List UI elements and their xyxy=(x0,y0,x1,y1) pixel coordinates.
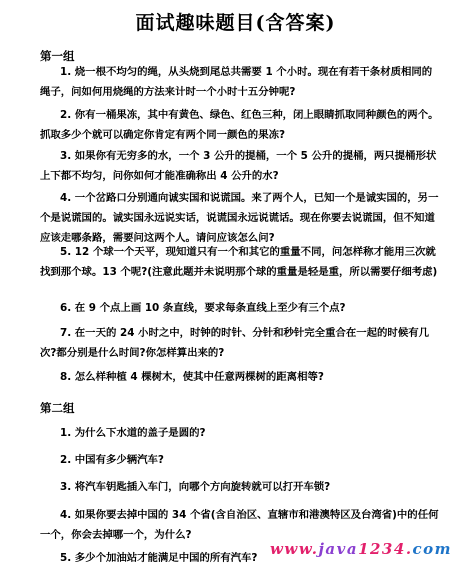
question-1-7: 7. 在一天的 24 小时之中，时钟的时针、分针和秒针完全重合在一起的时候有几次?都分别是什么时间?你怎样算出来的? xyxy=(40,327,429,359)
question-2-5: 5. 多少个加油站才能满足中国的所有汽车? xyxy=(60,552,258,564)
question-1-3: 3. 如果你有无穷多的水，一个 3 公升的提桶，一个 5 公升的提桶，两只提桶形状上下都不均匀，问你如何才能准确称出 4 公升的水? xyxy=(40,150,437,182)
site-watermark: www.java1234.com xyxy=(270,540,453,558)
question-1-6: 6. 在 9 个点上画 10 条直线，要求每条直线上至少有三个点? xyxy=(60,302,346,314)
question-2-1: 1. 为什么下水道的盖子是圆的? xyxy=(60,427,206,439)
question-1-2: 2. 你有一桶果冻，其中有黄色、绿色、红色三种，闭上眼睛抓取同种颜色的两个。抓取多少个就可以确定你肯定有两个同一颜色的果冻? xyxy=(40,109,439,141)
question-2-4: 4. 如果你要去掉中国的 34 个省(含自治区、直辖市和港澳特区及台湾省)中的任何一个，你会去掉哪一个，为什么? xyxy=(40,509,439,541)
group-2-label: 第二组 xyxy=(40,401,75,415)
question-1-8: 8. 怎么样种植 4 棵树木，使其中任意两棵树的距离相等? xyxy=(60,371,324,383)
page-title: 面试趣味题目(含答案) xyxy=(135,12,336,34)
question-1-1: 1. 烧一根不均匀的绳，从头烧到尾总共需要 1 个小时。现在有若干条材质相同的绳子，问如何用烧绳的方法来计时一个小时十五分钟呢? xyxy=(40,66,433,98)
question-2-3: 3. 将汽车钥匙插入车门，向哪个方向旋转就可以打开车锁? xyxy=(60,481,331,493)
question-1-5: 5. 12 个球一个天平，现知道只有一个和其它的重量不同，问怎样称才能用三次就找到那个球。13 个呢?(注意此题并未说明那个球的重量是轻是重，所以需要仔细考虑) xyxy=(40,246,438,278)
group-1-label: 第一组 xyxy=(40,49,75,63)
question-1-4: 4. 一个岔路口分别通向诚实国和说谎国。来了两个人，已知一个是诚实国的，另一个是说谎国的。诚实国永远说实话，说谎国永远说谎话。现在你要去说谎国，但不知道应该走哪条路，需要问这两个人。请问应该怎么问? xyxy=(40,192,439,244)
question-2-2: 2. 中国有多少辆汽车? xyxy=(60,454,164,466)
